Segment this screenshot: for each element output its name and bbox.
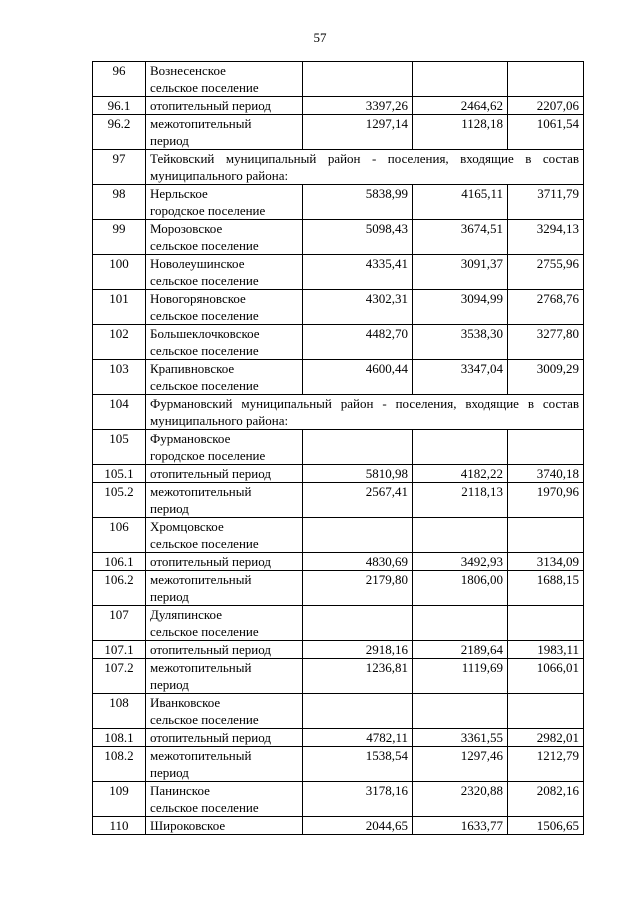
value-cell-3: 1061,54 <box>508 115 584 150</box>
value-cell-3: 2207,06 <box>508 97 584 115</box>
settlement-name <box>146 483 303 518</box>
value-cell-1 <box>303 694 413 729</box>
value-cell-3: 3294,13 <box>508 220 584 255</box>
settlement-name <box>146 641 303 659</box>
value-cell-1: 2179,80 <box>303 571 413 606</box>
table-row <box>93 483 584 518</box>
name-line-2: сельское поселение <box>150 378 259 393</box>
name-line-1: Большеклочковское <box>150 326 260 341</box>
value-cell-2 <box>413 62 508 97</box>
value-cell-1: 2918,16 <box>303 641 413 659</box>
row-number: 105 <box>93 430 146 465</box>
value-cell-1: 1538,54 <box>303 747 413 782</box>
value-cell-3: 3711,79 <box>508 185 584 220</box>
row-number: 99 <box>93 220 146 255</box>
name-line-2: период <box>150 765 189 780</box>
name-line-1: Хромцовское <box>150 519 224 534</box>
value-cell-1 <box>303 606 413 641</box>
row-number: 108 <box>93 694 146 729</box>
settlement-name <box>146 659 303 694</box>
value-cell-3 <box>508 62 584 97</box>
page-number: 57 <box>313 30 327 45</box>
value-cell-3: 1983,11 <box>508 641 584 659</box>
table-body <box>93 62 584 835</box>
value-cell-3: 1506,65 <box>508 817 584 835</box>
table-row <box>93 465 584 483</box>
table-row <box>93 325 584 360</box>
data-table <box>92 61 584 835</box>
table-row <box>93 782 584 817</box>
value-cell-2: 3361,55 <box>413 729 508 747</box>
value-cell-1: 5810,98 <box>303 465 413 483</box>
table-row <box>93 694 584 729</box>
name-line-1: Панинское <box>150 783 210 798</box>
name-line-1: Новогоряновское <box>150 291 246 306</box>
row-number: 106 <box>93 518 146 553</box>
settlement-name <box>146 465 303 483</box>
value-cell-1: 4600,44 <box>303 360 413 395</box>
name-line-2: сельское поселение <box>150 536 259 551</box>
value-cell-1: 4335,41 <box>303 255 413 290</box>
name-line-2: сельское поселение <box>150 308 259 323</box>
name-line-1: межотопительный <box>150 484 252 499</box>
value-cell-2: 2320,88 <box>413 782 508 817</box>
value-cell-1: 4830,69 <box>303 553 413 571</box>
value-cell-1 <box>303 430 413 465</box>
settlement-name <box>146 325 303 360</box>
table-row <box>93 817 584 835</box>
value-cell-3 <box>508 606 584 641</box>
value-cell-1: 2044,65 <box>303 817 413 835</box>
value-cell-2: 3492,93 <box>413 553 508 571</box>
row-number: 106.2 <box>93 571 146 606</box>
value-cell-3: 2755,96 <box>508 255 584 290</box>
value-cell-3: 1066,01 <box>508 659 584 694</box>
value-cell-3: 1970,96 <box>508 483 584 518</box>
name-line-1: отопительный период <box>150 642 271 657</box>
name-line-2: сельское поселение <box>150 238 259 253</box>
name-line-2: сельское поселение <box>150 800 259 815</box>
value-cell-2: 1297,46 <box>413 747 508 782</box>
value-cell-2: 1128,18 <box>413 115 508 150</box>
row-number: 107 <box>93 606 146 641</box>
row-number: 108.2 <box>93 747 146 782</box>
value-cell-2 <box>413 694 508 729</box>
table-row <box>93 220 584 255</box>
table-row <box>93 430 584 465</box>
settlement-name <box>146 97 303 115</box>
value-cell-1: 1297,14 <box>303 115 413 150</box>
row-number: 96.2 <box>93 115 146 150</box>
value-cell-2: 2118,13 <box>413 483 508 518</box>
name-line-2: городское поселение <box>150 203 266 218</box>
row-number: 108.1 <box>93 729 146 747</box>
row-number: 107.1 <box>93 641 146 659</box>
row-number: 103 <box>93 360 146 395</box>
settlement-name <box>146 255 303 290</box>
settlement-name <box>146 817 303 835</box>
section-header: Фурмановский муниципальный район - поселения, входящие в состав муниципального района: <box>146 395 584 430</box>
name-line-1: межотопительный <box>150 748 252 763</box>
value-cell-2: 1633,77 <box>413 817 508 835</box>
value-cell-3 <box>508 694 584 729</box>
value-cell-1: 4302,31 <box>303 290 413 325</box>
value-cell-2: 3674,51 <box>413 220 508 255</box>
table-row <box>93 97 584 115</box>
name-line-1: Крапивновское <box>150 361 235 376</box>
table-row <box>93 518 584 553</box>
row-number: 105.1 <box>93 465 146 483</box>
name-line-1: Морозовское <box>150 221 223 236</box>
value-cell-2: 1806,00 <box>413 571 508 606</box>
value-cell-2: 3094,99 <box>413 290 508 325</box>
value-cell-3 <box>508 430 584 465</box>
name-line-1: Иванковское <box>150 695 221 710</box>
value-cell-2 <box>413 606 508 641</box>
settlement-name <box>146 571 303 606</box>
name-line-2: сельское поселение <box>150 624 259 639</box>
name-line-2: городское поселение <box>150 448 266 463</box>
value-cell-2: 2464,62 <box>413 97 508 115</box>
name-line-1: Нерльское <box>150 186 208 201</box>
table-row <box>93 571 584 606</box>
name-line-1: отопительный период <box>150 730 271 745</box>
table-row <box>93 115 584 150</box>
row-number: 96 <box>93 62 146 97</box>
section-header: Тейковский муниципальный район - поселения, входящие в состав муниципального района: <box>146 150 584 185</box>
name-line-2: сельское поселение <box>150 273 259 288</box>
value-cell-1: 4782,11 <box>303 729 413 747</box>
value-cell-1 <box>303 62 413 97</box>
value-cell-3: 3740,18 <box>508 465 584 483</box>
table-row <box>93 606 584 641</box>
settlement-name <box>146 747 303 782</box>
value-cell-3: 3134,09 <box>508 553 584 571</box>
name-line-1: Фурмановское <box>150 431 231 446</box>
value-cell-3: 3009,29 <box>508 360 584 395</box>
row-number: 107.2 <box>93 659 146 694</box>
table-row <box>93 659 584 694</box>
value-cell-1: 1236,81 <box>303 659 413 694</box>
name-line-1: отопительный период <box>150 554 271 569</box>
settlement-name <box>146 360 303 395</box>
table-row <box>93 360 584 395</box>
settlement-name <box>146 518 303 553</box>
name-line-2: сельское поселение <box>150 712 259 727</box>
table-row <box>93 290 584 325</box>
settlement-name <box>146 782 303 817</box>
name-line-1: Новолеушинское <box>150 256 245 271</box>
value-cell-2: 4165,11 <box>413 185 508 220</box>
settlement-name <box>146 606 303 641</box>
name-line-2: сельское поселение <box>150 80 259 95</box>
row-number: 110 <box>93 817 146 835</box>
name-line-1: межотопительный <box>150 660 252 675</box>
value-cell-2: 1119,69 <box>413 659 508 694</box>
row-number: 109 <box>93 782 146 817</box>
name-line-1: Вознесенское <box>150 63 226 78</box>
value-cell-2: 2189,64 <box>413 641 508 659</box>
value-cell-2: 3347,04 <box>413 360 508 395</box>
name-line-2: период <box>150 133 189 148</box>
value-cell-1: 3178,16 <box>303 782 413 817</box>
settlement-name <box>146 694 303 729</box>
name-line-2: период <box>150 677 189 692</box>
name-line-2: сельское поселение <box>150 343 259 358</box>
settlement-name <box>146 729 303 747</box>
value-cell-2 <box>413 430 508 465</box>
row-number: 106.1 <box>93 553 146 571</box>
value-cell-2 <box>413 518 508 553</box>
name-line-2: период <box>150 501 189 516</box>
value-cell-1: 5838,99 <box>303 185 413 220</box>
settlement-name <box>146 185 303 220</box>
value-cell-2: 3091,37 <box>413 255 508 290</box>
name-line-1: межотопительный <box>150 116 252 131</box>
settlement-name <box>146 430 303 465</box>
settlement-name <box>146 115 303 150</box>
value-cell-1: 5098,43 <box>303 220 413 255</box>
value-cell-3: 1212,79 <box>508 747 584 782</box>
value-cell-2: 4182,22 <box>413 465 508 483</box>
settlement-name <box>146 220 303 255</box>
table-row <box>93 150 584 185</box>
table-row <box>93 729 584 747</box>
value-cell-3: 2768,76 <box>508 290 584 325</box>
name-line-1: межотопительный <box>150 572 252 587</box>
table-row <box>93 255 584 290</box>
settlement-name <box>146 553 303 571</box>
row-number: 97 <box>93 150 146 185</box>
value-cell-1 <box>303 518 413 553</box>
value-cell-2: 3538,30 <box>413 325 508 360</box>
name-line-1: Широковское <box>150 818 226 833</box>
table-row <box>93 62 584 97</box>
value-cell-3: 2982,01 <box>508 729 584 747</box>
table-row <box>93 641 584 659</box>
table-row <box>93 185 584 220</box>
table-row <box>93 553 584 571</box>
value-cell-3: 1688,15 <box>508 571 584 606</box>
row-number: 100 <box>93 255 146 290</box>
name-line-2: период <box>150 589 189 604</box>
value-cell-3 <box>508 518 584 553</box>
table-row <box>93 395 584 430</box>
settlement-name <box>146 290 303 325</box>
name-line-1: отопительный период <box>150 466 271 481</box>
row-number: 104 <box>93 395 146 430</box>
row-number: 102 <box>93 325 146 360</box>
name-line-1: отопительный период <box>150 98 271 113</box>
name-line-1: Дуляпинское <box>150 607 222 622</box>
row-number: 98 <box>93 185 146 220</box>
row-number: 96.1 <box>93 97 146 115</box>
value-cell-1: 3397,26 <box>303 97 413 115</box>
row-number: 105.2 <box>93 483 146 518</box>
value-cell-1: 4482,70 <box>303 325 413 360</box>
settlement-name <box>146 62 303 97</box>
table-row <box>93 747 584 782</box>
row-number: 101 <box>93 290 146 325</box>
value-cell-1: 2567,41 <box>303 483 413 518</box>
value-cell-3: 3277,80 <box>508 325 584 360</box>
value-cell-3: 2082,16 <box>508 782 584 817</box>
